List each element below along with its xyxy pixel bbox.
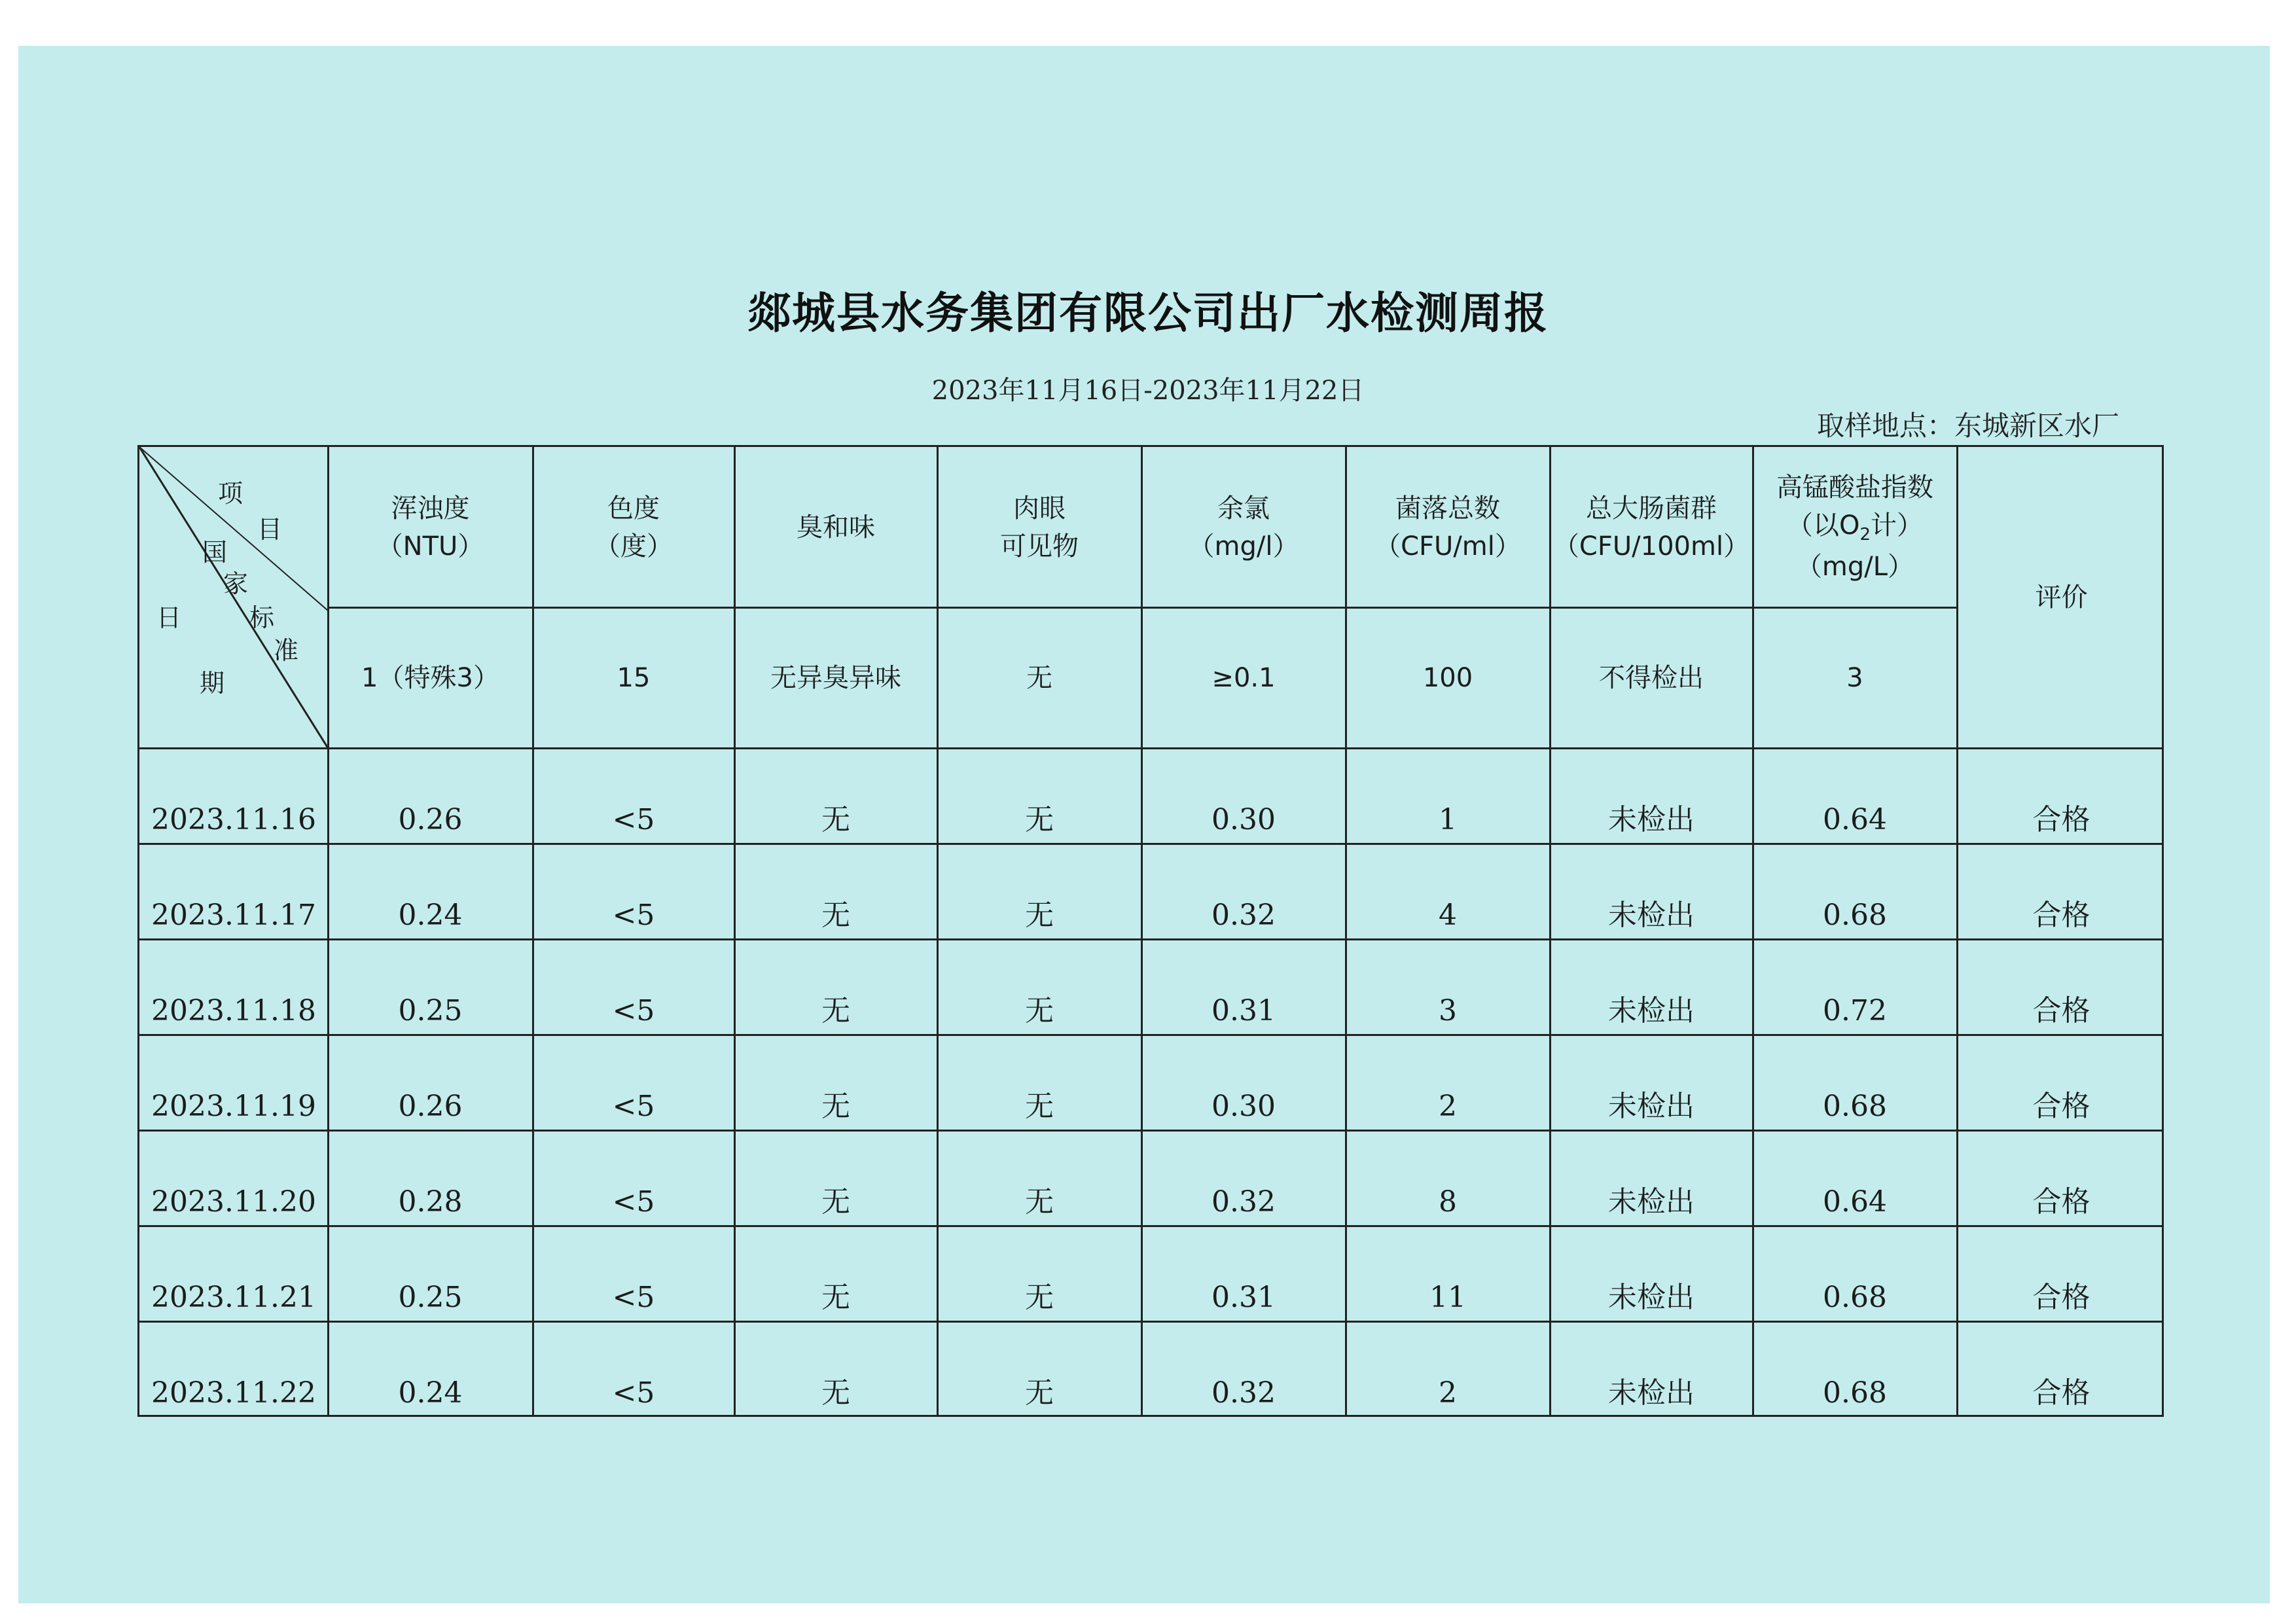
row-divider [139,843,2162,845]
standard-permanganate-index: 3 [1846,662,1863,693]
standard-odor-taste: 无异臭异味 [770,662,901,693]
row-value: <5 [612,1090,655,1124]
row-value: <5 [612,1185,655,1219]
row-value: 0.24 [398,899,463,933]
column-divider [1141,447,1143,1415]
row-value: 无 [1025,1185,1054,1219]
corner-label-mu: 目 [257,515,283,544]
row-value: 0.68 [1823,1376,1887,1410]
row-value: 未检出 [1608,1185,1695,1219]
row-value: 无 [1025,994,1054,1028]
header-colony-count: 菌落总数 （CFU/ml） [1374,493,1521,562]
row-value: <5 [612,899,655,933]
row-value: 未检出 [1608,1281,1695,1315]
row-value: 0.68 [1823,1090,1887,1124]
row-evaluation: 合格 [2032,1185,2090,1219]
row-value: 0.24 [398,1376,463,1410]
header-residual-chlorine: 余氯 （mg/l） [1188,493,1299,562]
row-value: <5 [612,1281,655,1315]
row-value: 0.25 [398,1281,463,1315]
standard-chroma: 15 [617,662,651,693]
row-value: 1 [1439,803,1457,837]
corner-label-qi: 期 [200,669,225,698]
row-divider [139,938,2162,940]
row-value: <5 [612,1376,655,1410]
row-value: 0.26 [398,1090,463,1124]
header-evaluation: 评价 [2035,582,2088,613]
header-visible-matter: 肉眼 可见物 [1000,493,1079,562]
row-value: 未检出 [1608,1090,1695,1124]
row-evaluation: 合格 [2032,1376,2090,1410]
header-standard-divider [328,607,1957,609]
row-value: 0.31 [1211,994,1276,1028]
water-quality-table [137,445,2164,1417]
row-value: 无 [821,1185,850,1219]
header-odor-taste: 臭和味 [797,512,875,543]
row-value: 0.30 [1211,1090,1276,1124]
row-value: 无 [1025,1281,1054,1315]
report-date-range: 2023年11月16日-2023年11月22日 [931,376,1365,406]
row-date: 2023.11.22 [151,1376,316,1410]
row-value: 无 [1025,1376,1054,1410]
row-value: 0.68 [1823,1281,1887,1315]
header-coliforms: 总大肠菌群 （CFU/100ml） [1552,493,1750,562]
column-divider [734,447,736,1415]
row-date: 2023.11.17 [151,899,316,933]
row-value: 无 [1025,803,1054,837]
row-divider [139,1034,2162,1036]
row-value: 0.28 [398,1185,463,1219]
column-divider [327,447,329,1415]
row-value: 无 [821,994,850,1028]
row-date: 2023.11.16 [151,803,316,837]
corner-label-guo: 国 [202,538,228,567]
row-value: 无 [1025,899,1054,933]
corner-label-jia: 家 [223,569,249,598]
row-value: 0.31 [1211,1281,1276,1315]
row-divider [139,1130,2162,1132]
row-value: 0.32 [1211,899,1276,933]
row-value: <5 [612,994,655,1028]
row-value: 11 [1429,1281,1466,1315]
column-divider [1549,447,1551,1415]
corner-label-zhun: 准 [274,636,299,665]
row-date: 2023.11.18 [151,994,316,1028]
row-value: 8 [1439,1185,1457,1219]
column-divider [937,447,939,1415]
row-value: 未检出 [1608,899,1695,933]
row-date: 2023.11.21 [151,1281,316,1315]
row-divider [139,1225,2162,1227]
standard-residual-chlorine: ≥0.1 [1211,662,1276,693]
row-value: 0.26 [398,803,463,837]
row-value: 未检出 [1608,994,1695,1028]
row-value: 2 [1439,1376,1457,1410]
row-value: 无 [821,899,850,933]
row-value: 无 [821,1376,850,1410]
standard-visible-matter: 无 [1026,662,1052,693]
row-value: 无 [821,1090,850,1124]
row-value: 2 [1439,1090,1457,1124]
column-divider [1752,447,1754,1415]
row-evaluation: 合格 [2032,994,2090,1028]
row-value: 无 [1025,1090,1054,1124]
row-value: <5 [612,803,655,837]
corner-label-biao: 标 [249,603,275,632]
row-date: 2023.11.19 [151,1090,316,1124]
standard-colony-count: 100 [1422,662,1473,693]
row-evaluation: 合格 [2032,803,2090,837]
row-value: 0.64 [1823,803,1887,837]
header-bottom-divider [139,747,2162,749]
row-value: 未检出 [1608,1376,1695,1410]
corner-label-ri: 日 [156,603,182,632]
row-divider [139,1321,2162,1323]
sampling-location: 取样地点：东城新区水厂 [1816,410,2119,442]
header-permanganate-index: 高锰酸盐指数 （以$O_2$计） （mg/L） [1776,473,1933,582]
row-evaluation: 合格 [2032,899,2090,933]
standard-coliforms: 不得检出 [1599,662,1704,693]
corner-label-xiang: 项 [218,479,243,508]
row-date: 2023.11.20 [151,1185,316,1219]
header-chroma: 色度 （度） [594,493,673,562]
row-value: 0.68 [1823,899,1887,933]
row-evaluation: 合格 [2032,1090,2090,1124]
row-value: 无 [821,1281,850,1315]
row-value: 0.64 [1823,1185,1887,1219]
header-turbidity: 浑浊度 （NTU） [376,493,484,562]
row-value: 0.32 [1211,1376,1276,1410]
standard-turbidity: 1（特殊3） [361,662,499,693]
row-value: 0.72 [1823,994,1887,1028]
column-divider [532,447,534,1415]
report-title: 郯城县水务集团有限公司出厂水检测周报 [747,288,1549,338]
row-value: 0.32 [1211,1185,1276,1219]
row-value: 0.25 [398,994,463,1028]
row-value: 无 [821,803,850,837]
row-value: 3 [1439,994,1457,1028]
row-evaluation: 合格 [2032,1281,2090,1315]
row-value: 4 [1439,899,1457,933]
column-divider [1345,447,1347,1415]
row-value: 0.30 [1211,803,1276,837]
column-divider [1956,447,1958,1415]
row-value: 未检出 [1608,803,1695,837]
